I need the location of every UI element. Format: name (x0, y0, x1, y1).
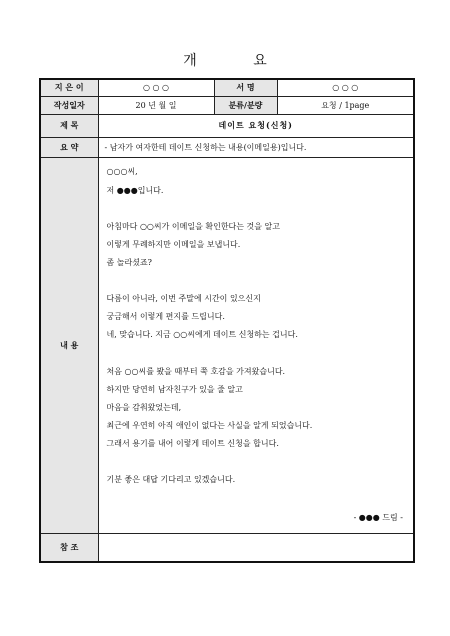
content-line: ○○○씨, (106, 166, 138, 176)
category-label: 분류/분량 (214, 96, 277, 114)
date-label: 작성일자 (40, 96, 98, 114)
subject-row (40, 114, 414, 137)
signature-label: 서 명 (214, 79, 277, 96)
content-line: 처음 ○○씨를 봤을 때부터 쭉 호감을 가져왔습니다. (106, 366, 286, 376)
sign-off: - ●●● 드림 - (353, 512, 403, 522)
date-value: 20 년 월 일 (98, 96, 214, 114)
content-line: 저 ●●●입니다. (106, 185, 164, 195)
author-row (40, 79, 414, 96)
content-body (98, 157, 414, 533)
subject-label: 제 목 (40, 114, 98, 137)
reference-row (40, 533, 414, 562)
overview-form (39, 78, 415, 563)
content-line: 기분 좋은 대답 기다리고 있겠습니다. (106, 474, 236, 484)
signature-value: ○ ○ ○ (277, 79, 414, 96)
content-line: 좀 놀라셨죠? (106, 257, 152, 267)
content-line: 네, 맞습니다. 지금 ○○씨에게 데이트 신청하는 겁니다. (106, 329, 298, 339)
content-line: 다름이 아니라, 이번 주말에 시간이 있으신지 (106, 293, 261, 303)
author-label: 지 은 이 (40, 79, 98, 96)
content-line: 아침마다 ○○씨가 이메일을 확인한다는 것을 알고 (106, 221, 281, 231)
summary-label: 요 약 (40, 137, 98, 157)
reference-value (98, 533, 414, 562)
content-row (40, 157, 414, 533)
content-label: 내 용 (40, 157, 98, 533)
subject-value: 데이트 요청(신청) (98, 114, 414, 137)
category-value: 요청 / 1page (277, 96, 414, 114)
summary-value: - 남자가 여자한테 데이트 신청하는 내용(이메일용)입니다. (98, 137, 414, 157)
content-line: 하지만 당연히 남자친구가 있을 줄 알고 (106, 384, 243, 394)
content-line: 그래서 용기를 내어 이렇게 데이트 신청을 합니다. (106, 438, 279, 448)
document-title: 개 요 (183, 53, 293, 69)
content-line: 최근에 우연히 아직 애인이 없다는 사실을 알게 되었습니다. (106, 420, 313, 430)
content-line: 이렇게 무례하지만 이메일을 보냅니다. (106, 239, 241, 249)
reference-label: 참 조 (40, 533, 98, 562)
date-row (40, 96, 414, 114)
author-value: ○ ○ ○ (98, 79, 214, 96)
content-line: 마음을 감춰왔었는데, (106, 402, 182, 412)
content-line: 궁금해서 이렇게 편지를 드립니다. (106, 311, 225, 321)
summary-row (40, 137, 414, 157)
